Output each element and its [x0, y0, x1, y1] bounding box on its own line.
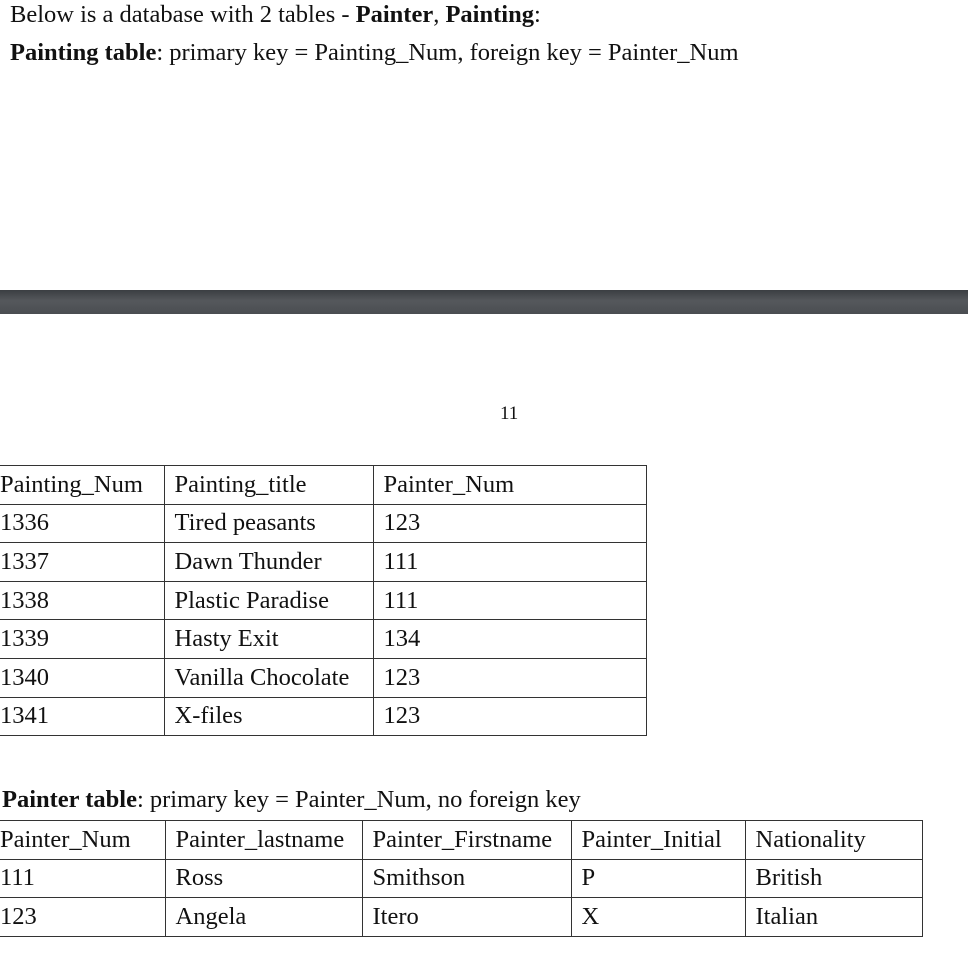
painting-table — [0, 465, 647, 736]
header-cell: Painter_Initial — [571, 821, 745, 860]
table-row — [0, 898, 922, 937]
table-row — [0, 543, 646, 582]
painter-caption-bold: Painter table — [2, 786, 137, 813]
table-row — [0, 620, 646, 659]
painting-table-caption — [10, 38, 739, 68]
table-cell: 1341 — [0, 697, 164, 736]
intro-line — [10, 0, 541, 30]
header-cell: Painter_Num — [0, 821, 165, 860]
table-cell: Dawn Thunder — [164, 543, 373, 582]
table-cell: P — [571, 859, 745, 898]
table-row — [0, 859, 922, 898]
table-cell: Angela — [165, 898, 362, 937]
table-cell: Ross — [165, 859, 362, 898]
header-cell: Painter_lastname — [165, 821, 362, 860]
table-cell: Tired peasants — [164, 504, 373, 543]
table-cell: 123 — [373, 697, 646, 736]
table-cell: 111 — [373, 543, 646, 582]
painter-table — [0, 820, 923, 937]
table-cell: Plastic Paradise — [164, 581, 373, 620]
header-cell: Painting_title — [164, 466, 373, 505]
table-cell: 123 — [373, 504, 646, 543]
table-row — [0, 504, 646, 543]
table-row — [0, 697, 646, 736]
table-cell: 1338 — [0, 581, 164, 620]
intro-colon: : — [533, 1, 541, 28]
header-cell: Painter_Firstname — [362, 821, 571, 860]
table-cell: 123 — [373, 658, 646, 697]
table-cell: 1336 — [0, 504, 164, 543]
table-cell: X — [571, 898, 745, 937]
intro-table2-name: Painting — [445, 1, 534, 28]
table-cell: X-files — [164, 697, 373, 736]
table-row — [0, 658, 646, 697]
table-cell: Smithson — [362, 859, 571, 898]
painting-caption-rest: : primary key = Painting_Num, foreign key = Painter_Num — [156, 39, 739, 66]
table-cell: 1337 — [0, 543, 164, 582]
table-cell: 1339 — [0, 620, 164, 659]
page-separator — [0, 290, 968, 314]
table-cell: Vanilla Chocolate — [164, 658, 373, 697]
table-cell: 134 — [373, 620, 646, 659]
painter-table-caption — [2, 785, 581, 815]
table-header-row — [0, 821, 922, 860]
table-cell: Hasty Exit — [164, 620, 373, 659]
header-cell: Nationality — [745, 821, 922, 860]
table-cell: Itero — [362, 898, 571, 937]
table-cell: 123 — [0, 898, 165, 937]
intro-comma: , — [433, 1, 446, 28]
table-row — [0, 581, 646, 620]
table-cell: 111 — [373, 581, 646, 620]
header-cell: Painter_Num — [373, 466, 646, 505]
table-header-row — [0, 466, 646, 505]
page-number: 11 — [500, 403, 519, 424]
header-cell: Painting_Num — [0, 466, 164, 505]
painting-caption-bold: Painting table — [10, 39, 157, 66]
painter-caption-rest: : primary key = Painter_Num, no foreign key — [136, 786, 581, 813]
table-cell: Italian — [745, 898, 922, 937]
table-cell: 1340 — [0, 658, 164, 697]
intro-lead: Below is a database with 2 tables - — [10, 1, 356, 28]
intro-table1-name: Painter — [355, 1, 434, 28]
table-cell: British — [745, 859, 922, 898]
table-cell: 111 — [0, 859, 165, 898]
